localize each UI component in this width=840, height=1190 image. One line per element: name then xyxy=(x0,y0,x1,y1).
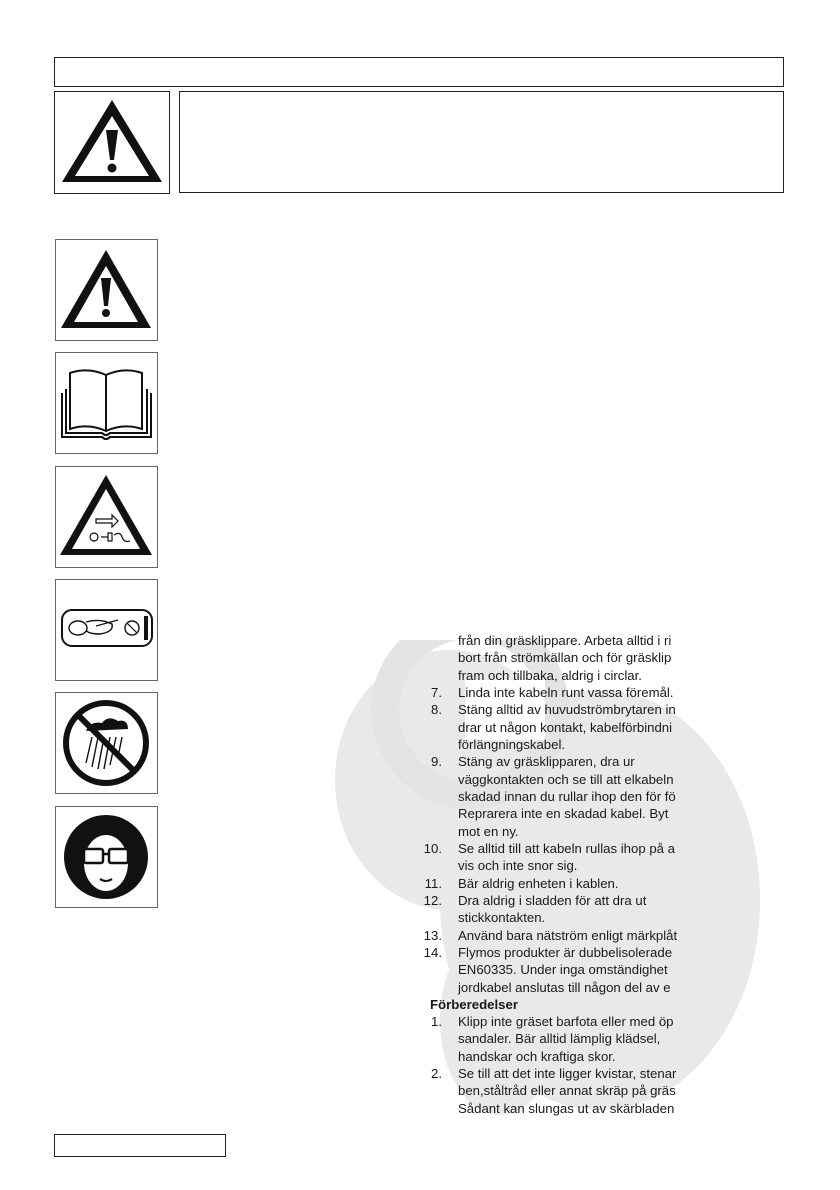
icon-box-bystanders xyxy=(55,579,158,681)
item-number: 2. xyxy=(431,1066,442,1081)
text-line: sandaler. Bär alltid lämplig klädsel, xyxy=(458,1031,661,1046)
item-number: 7. xyxy=(431,685,442,700)
icon-box-disconnect xyxy=(55,466,158,568)
item-number: 14. xyxy=(423,945,442,960)
warning-triangle-icon xyxy=(56,240,157,340)
item-number: 10. xyxy=(423,841,442,856)
text-line: Dra aldrig i sladden för att dra ut xyxy=(458,893,647,908)
no-rain-icon xyxy=(56,693,157,793)
text-line: Använd bara nätström enligt märkplåt xyxy=(458,928,678,943)
text-line: Se alltid till att kabeln rullas ihop på a xyxy=(458,841,675,856)
text-line: Reprarera inte en skadad kabel. Byt xyxy=(458,806,669,821)
icon-box-read-manual xyxy=(55,352,158,454)
text-line: Sådant kan slungas ut av skärbladen xyxy=(458,1101,675,1116)
text-line: Stäng alltid av huvudströmbrytaren in xyxy=(458,702,676,717)
item-number: 1. xyxy=(431,1014,442,1029)
text-line: Se till att det inte ligger kvistar, stenar xyxy=(458,1066,677,1081)
item-number: 11. xyxy=(424,876,442,891)
text-line: mot en ny. xyxy=(458,824,519,839)
text-line: skadad innan du rullar ihop den för fö xyxy=(458,789,676,804)
text-line: Bär aldrig enheten i kablen. xyxy=(458,876,619,891)
disconnect-plug-icon xyxy=(56,467,157,567)
text-line: EN60335. Under inga omständighet xyxy=(458,962,668,977)
header-warning-icon-box xyxy=(54,91,170,194)
text-line: vis och inte snor sig. xyxy=(458,858,578,873)
text-line: drar ut någon kontakt, kabelförbindni xyxy=(458,720,673,735)
section-heading: Förberedelser xyxy=(430,997,518,1012)
right-column-prep xyxy=(458,1013,830,1123)
warning-triangle-icon xyxy=(55,92,169,193)
item-number: 9. xyxy=(431,754,442,769)
icon-box-no-rain xyxy=(55,692,158,794)
item-number: 13. xyxy=(423,928,442,943)
header-warning-text-box xyxy=(179,91,784,193)
text-line: från din gräsklippare. Arbeta alltid i ri xyxy=(458,633,672,648)
icon-box-warning xyxy=(55,239,158,341)
read-manual-icon xyxy=(56,353,157,453)
text-line: stickkontakten. xyxy=(458,910,546,925)
text-line: väggkontakten och se till att elkabeln xyxy=(458,772,674,787)
page-number-box xyxy=(54,1134,226,1157)
item-number: 8. xyxy=(431,702,442,717)
keep-bystanders-away-icon xyxy=(56,580,157,680)
text-line: ben,ståltråd eller annat skräp på gräs xyxy=(458,1083,676,1098)
text-line: fram och tillbaka, aldrig i circlar. xyxy=(458,668,642,683)
wear-eye-protection-icon xyxy=(56,807,157,907)
text-line: Klipp inte gräset barfota eller med öp xyxy=(458,1014,674,1029)
icon-box-eye-protection xyxy=(55,806,158,908)
text-line: Stäng av gräsklipparen, dra ur xyxy=(458,754,635,769)
item-number: 12. xyxy=(423,893,442,908)
text-line: Linda inte kabeln runt vassa föremål. xyxy=(458,685,674,700)
title-box xyxy=(54,57,784,87)
text-line: handskar och kraftiga skor. xyxy=(458,1049,616,1064)
text-line: jordkabel anslutas till någon del av e xyxy=(458,980,671,995)
text-line: bort från strömkällan och för gräsklip xyxy=(458,650,672,665)
text-line: Flymos produkter är dubbelisolerade xyxy=(458,945,673,960)
text-line: förlängningskabel. xyxy=(458,737,566,752)
